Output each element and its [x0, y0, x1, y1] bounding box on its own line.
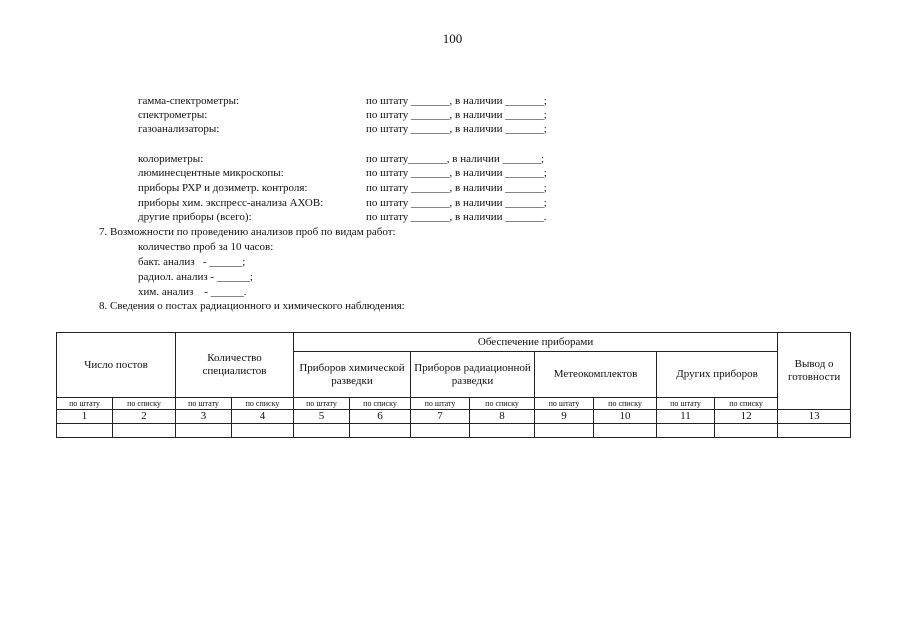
- table-cell: [594, 424, 657, 438]
- instrument-value: по штату _______, в наличии _______;: [366, 123, 547, 135]
- table-cell: [350, 424, 411, 438]
- column-number: 1: [57, 410, 113, 424]
- subheader-cell: по списку: [470, 398, 535, 410]
- subheader-cell: по списку: [350, 398, 411, 410]
- table-cell: [535, 424, 594, 438]
- header-readiness: Вывод о готовности: [778, 333, 851, 410]
- analysis-item: хим. анализ - ______.: [138, 286, 247, 298]
- column-number: 12: [715, 410, 778, 424]
- column-number: 2: [113, 410, 176, 424]
- header-meteo: Метеокомплектов: [535, 352, 657, 398]
- table-cell: [411, 424, 470, 438]
- header-specialists: Количество специалистов: [176, 333, 294, 398]
- column-number: 5: [294, 410, 350, 424]
- page-number: 100: [442, 31, 463, 46]
- instrument-value: по штату _______, в наличии _______;: [366, 109, 547, 121]
- instrument-value: по штату _______, в наличии _______;: [366, 182, 547, 194]
- column-number: 10: [594, 410, 657, 424]
- instrument-label: люминесцентные микроскопы:: [138, 167, 284, 179]
- subheader-cell: по штату: [176, 398, 232, 410]
- column-number: 7: [411, 410, 470, 424]
- table-cell: [57, 424, 113, 438]
- section-8-title: 8. Сведения о постах радиационного и химического наблюдения:: [99, 300, 405, 312]
- table-cell: [176, 424, 232, 438]
- section-7-title: 7. Возможности по проведению анализов проб по видам работ:: [99, 226, 396, 238]
- table-cell: [470, 424, 535, 438]
- instrument-label: приборы РХР и дозиметр. контроля:: [138, 182, 308, 194]
- column-number: 3: [176, 410, 232, 424]
- instrument-value: по штату _______, в наличии _______;: [366, 197, 547, 209]
- column-number: 6: [350, 410, 411, 424]
- subheader-cell: по штату: [411, 398, 470, 410]
- column-number: 8: [470, 410, 535, 424]
- table-cell: [715, 424, 778, 438]
- header-rad-devices: Приборов радиационной разведки: [411, 352, 535, 398]
- header-other-devices: Других приборов: [657, 352, 778, 398]
- instrument-value: по штату _______, в наличии _______.: [366, 211, 547, 223]
- column-number-row: [57, 410, 851, 424]
- table-row: [57, 424, 851, 438]
- column-number: 9: [535, 410, 594, 424]
- instrument-label: спектрометры:: [138, 109, 208, 121]
- table-cell: [657, 424, 715, 438]
- table-cell: [778, 424, 851, 438]
- table-cell: [113, 424, 176, 438]
- subheader-cell: по списку: [715, 398, 778, 410]
- header-equipment: Обеспечение приборами: [294, 333, 778, 352]
- instrument-value: по штату _______, в наличии _______;: [366, 95, 547, 107]
- header-chem-devices: Приборов химической разведки: [294, 352, 411, 398]
- subheader-row: [57, 398, 851, 410]
- instrument-value: по штату _______, в наличии _______;: [366, 167, 547, 179]
- subheader-cell: по штату: [535, 398, 594, 410]
- observation-posts-table: [56, 332, 851, 438]
- column-number: 13: [778, 410, 851, 424]
- subheader-cell: по списку: [113, 398, 176, 410]
- table-cell: [232, 424, 294, 438]
- subheader-cell: по списку: [232, 398, 294, 410]
- column-number: 11: [657, 410, 715, 424]
- subheader-cell: по списку: [594, 398, 657, 410]
- header-posts: Число постов: [57, 333, 176, 398]
- subheader-cell: по штату: [657, 398, 715, 410]
- analysis-item: бакт. анализ - ______;: [138, 256, 246, 268]
- subheader-cell: по штату: [57, 398, 113, 410]
- column-number: 4: [232, 410, 294, 424]
- section-7-subtitle: количество проб за 10 часов:: [138, 241, 274, 253]
- instrument-value: по штату_______, в наличии _______;: [366, 153, 545, 165]
- instrument-label: приборы хим. экспресс-анализа АХОВ:: [138, 197, 324, 209]
- instrument-label: гамма-спектрометры:: [138, 95, 240, 107]
- instrument-label: колориметры:: [138, 153, 204, 165]
- instrument-label: газоанализаторы:: [138, 123, 220, 135]
- instrument-label: другие приборы (всего):: [138, 211, 252, 223]
- subheader-cell: по штату: [294, 398, 350, 410]
- analysis-item: радиол. анализ - ______;: [138, 271, 253, 283]
- table-cell: [294, 424, 350, 438]
